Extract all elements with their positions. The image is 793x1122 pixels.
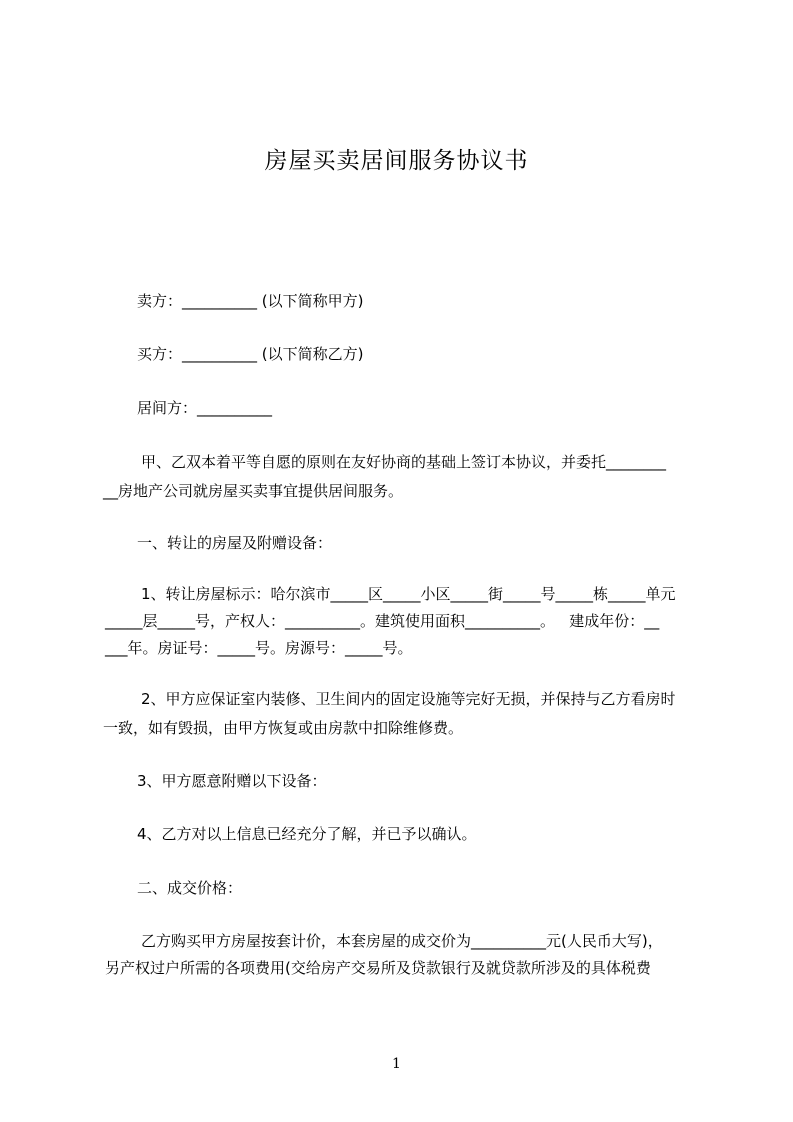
intro-paragraph-line-1: 甲、乙双本着平等自愿的原则在友好协商的基础上签订本协议，并委托________ xyxy=(141,453,667,471)
agent-line: 居间方：__________ xyxy=(137,399,273,417)
buyer-line: 买方：__________ (以下简称乙方) xyxy=(137,345,364,363)
page-number: 1 xyxy=(392,1056,401,1072)
section-2-heading: 二、成交价格： xyxy=(137,879,243,897)
section-1-heading: 一、转让的房屋及附赠设备： xyxy=(137,534,333,552)
item-2-line-1: 2、甲方应保证室内装修、卫生间内的固定设施等完好无损，并保持与乙方看房时 xyxy=(141,690,676,708)
document-title: 房屋买卖居间服务协议书 xyxy=(264,148,529,174)
intro-paragraph-line-2: __房地产公司就房屋买卖事宜提供居间服务。 xyxy=(103,482,404,500)
item-4-line: 4、乙方对以上信息已经充分了解，并已予以确认。 xyxy=(137,825,477,843)
price-paragraph-line-2: 另产权过户所需的各项费用(交给房产交易所及贷款银行及就贷款所涉及的具体税费 xyxy=(105,959,651,977)
item-3-line: 3、甲方愿意附赠以下设备： xyxy=(137,772,327,790)
item-1-line-3: ___年。房证号：_____号。房源号：_____号。 xyxy=(105,639,413,657)
price-paragraph-line-1: 乙方购买甲方房屋按套计价，本套房屋的成交价为__________元(人民币大写)， xyxy=(141,932,663,950)
seller-line: 卖方：__________ (以下简称甲方) xyxy=(137,292,364,310)
item-2-line-2: 一致，如有毁损，由甲方恢复或由房款中扣除维修费。 xyxy=(103,719,464,737)
item-1-line-2: _____层_____号，产权人：__________。建筑使用面积__________。 建成年份：__ xyxy=(105,612,660,630)
item-1-line-1: 1、转让房屋标示：哈尔滨市_____区_____小区_____街_____号_____栋_____单元 xyxy=(141,585,676,603)
